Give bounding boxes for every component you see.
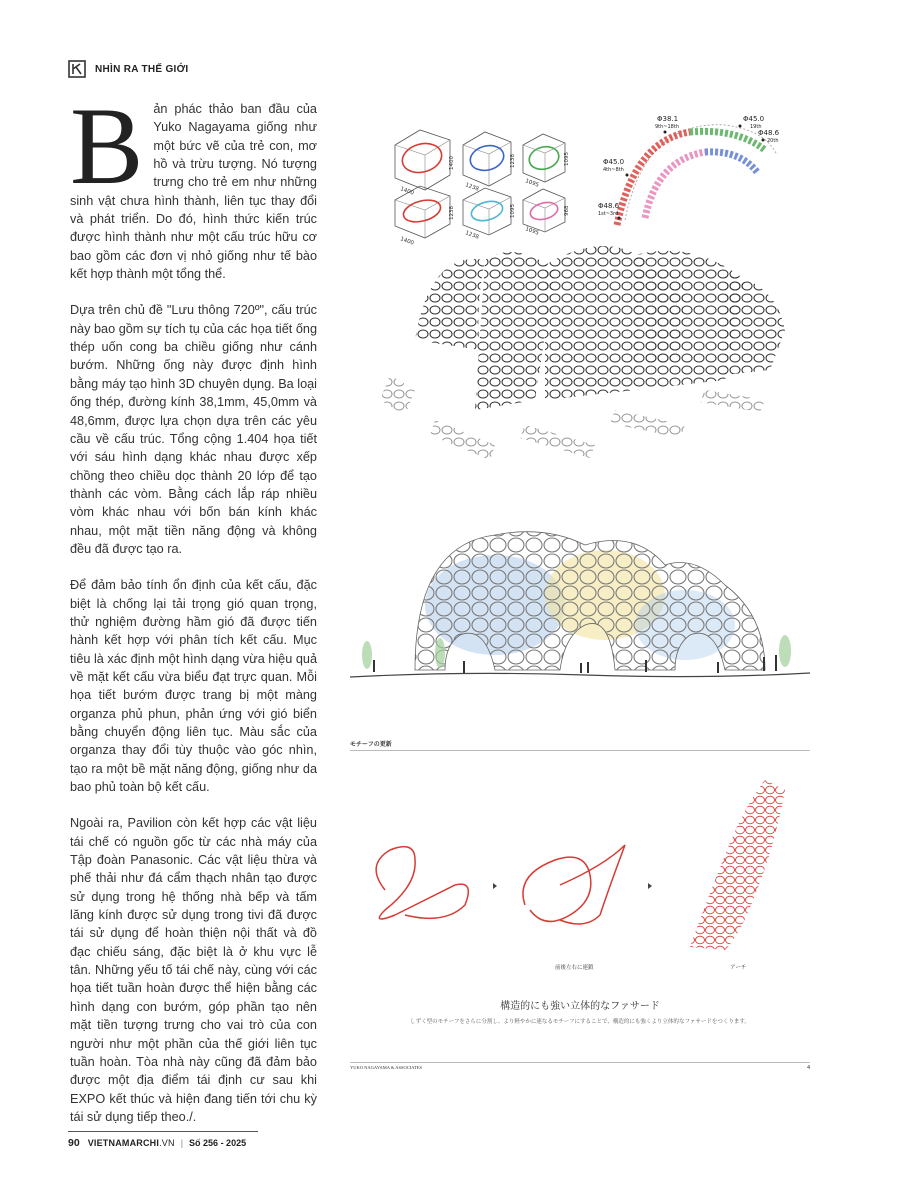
dropcap: B: [70, 85, 144, 207]
ground-line: [350, 673, 810, 677]
layer-label: 1st~3rd: [598, 211, 619, 217]
section-title: NHÌN RA THẾ GIỚI: [95, 63, 189, 75]
dim-label: 1400: [399, 236, 415, 247]
paragraph-1: Bản phác thảo ban đầu của Yuko Nagayama giống như một bức vẽ của trẻ con, mơ hồ và trừu tượng. Nó tượng trưng cho trẻ em như những sinh vật chưa hình thành, liên tục thay đổi và phát triển. Do đó, hình thức kiến trúc được hình thành như một cấu trúc hữu cơ bao gồm các đơn vị nhỏ giống như tế bào kết hợp thành một tổng thể.: [70, 85, 317, 282]
paragraph-4: Ngoài ra, Pavilion còn kết hợp các vật liệu tái chế có nguồn gốc từ các nhà máy của Tập đoàn Panasonic. Các vật liệu thừa và phế thải như đá cẩm thạch nhân tạo được sử dụng trong hệ thống nhà bếp và tấm lăng kính được sử dụng trong tivi đã được tái sử dụng để hoàn thiện nội thất và đồ đạc chiếu sáng, đặc biệt là ở khu vực lễ tân. Những yếu tố tái chế này, cùng với các họa tiết tuần hoàn được thể hiện bằng các hình dạng con bướm, góp phần tạo nên mặt tiền tượng trưng cho vai trò của con người như một phần của thế giới liên tục tuần hoàn. Tòa nhà này cũng đã đảm bảo được một địa điểm tái định cư sau khi EXPO kết thúc và hiện đang tiến tới chu kỳ tái sử dụng tiếp theo./.: [70, 816, 317, 1124]
layer-label: 20th: [767, 138, 779, 144]
board-number: 4: [807, 1065, 811, 1071]
diameter-label: Φ45.0: [603, 158, 625, 166]
motif-cube: [395, 130, 450, 190]
issue-number: Số 256 - 2025: [189, 1138, 247, 1148]
motif-cube: [523, 134, 565, 182]
layer-label: 19th: [750, 124, 762, 130]
layer-label: 9th~18th: [655, 124, 679, 130]
motif-arch-lattice: [690, 780, 785, 950]
dim-label: 1238: [464, 230, 480, 241]
page-number: 90: [68, 1137, 80, 1149]
page-footer: [68, 1131, 258, 1149]
motif-cube: [463, 132, 511, 186]
motif-cube: [395, 186, 450, 238]
axonometric-lattice: [380, 246, 785, 460]
paragraph-3: Để đảm bảo tính ổn định của kết cấu, đặc biệt là chống lại tải trọng gió quan trọng, thử nghiệm đường hầm gió đã được tiến hành kết hợp với phân tích kết cấu. Mục tiêu là xác định một hình dạng vừa hiệu quả về mặt kết cấu vừa biểu đạt trực quan. Mỗi họa tiết bướm được trang bị một màng organza phủ phun, phản ứng với gió biển bằng chuyển động liên tục. Màu sắc của organza thay đổi tùy thuộc vào góc nhìn, tạo ra một bề mặt năng động, giống như da bao phủ toàn bộ kết cấu.: [70, 578, 317, 795]
dim-label: 1095: [524, 178, 540, 189]
motif-cube: [463, 188, 511, 235]
arch-section-diagram: [598, 115, 780, 225]
site-name: VIETNAMARCHI.VN: [87, 1138, 175, 1148]
layer-label: 4th~8th: [603, 167, 624, 173]
dim-label: 1238: [510, 154, 516, 168]
diameter-label: Φ48.6: [758, 129, 780, 137]
caption-chain: 前後左右に連鎖: [555, 965, 594, 971]
motif-drop-shape: [376, 847, 468, 919]
board-title: 構造的にも強い立体的なファサード: [500, 1001, 660, 1012]
dim-label: 1238: [449, 206, 455, 220]
magazine-logo-icon: [68, 60, 86, 78]
diameter-label: Φ45.0: [743, 115, 765, 123]
arrow-icon: [493, 883, 497, 889]
board-header: モチーフの更新: [350, 741, 392, 748]
structure-diagram: [345, 100, 805, 470]
dim-label: 1400: [399, 186, 415, 197]
article-body: [70, 85, 317, 1144]
dim-label: 1095: [524, 226, 540, 237]
separator: |: [180, 1138, 184, 1148]
board-credit: YUKO NAGAYAMA & ASSOCIATES: [350, 1065, 422, 1070]
motif-update-board: [345, 735, 815, 1075]
dim-label: 1095: [564, 152, 570, 166]
board-subtitle: しずく型のモチーフをさらに分割し、より軽やかに連なるモチーフにすることで、構造的にも強くより立体的なファサードをつくります。: [410, 1019, 750, 1025]
dim-label: 1238: [464, 182, 480, 193]
section-header: [68, 58, 189, 80]
arrow-icon: [648, 883, 652, 889]
motif-chain-shape: [523, 845, 625, 924]
paragraph-2: Dựa trên chủ đề "Lưu thông 720º", cấu trúc này bao gồm sự tích tụ của các họa tiết ống thép uốn cong ba chiều giống như cánh bướm. Những ống này được định hình bằng máy tạo hình 3D chuyên dụng. Ba loại ống thép, đường kính 38,1mm, 45,0mm và 48,6mm, được lựa chọn dựa trên các yêu cầu về cấu trúc. Tổng cộng 1.404 họa tiết với sáu hình dạng khác nhau được xếp chồng theo chiều dọc thành 20 lớp để tạo thành các vòm. Bằng cách lắp ráp nhiều vòm khác nhau với bốn bán kính khác nhau, một mặt tiền năng động và không đều đã được tạo ra.: [70, 303, 317, 556]
caption-arch: アーチ: [730, 965, 747, 971]
diameter-label: Φ38.1: [657, 115, 679, 123]
diameter-label: Φ48.6: [598, 202, 620, 210]
motif-cube: [523, 189, 565, 232]
dim-label: 1095: [510, 204, 516, 218]
pavilion-sketch: [345, 505, 815, 695]
dim-label: 1400: [449, 156, 455, 170]
dim-label: 968: [564, 205, 570, 216]
